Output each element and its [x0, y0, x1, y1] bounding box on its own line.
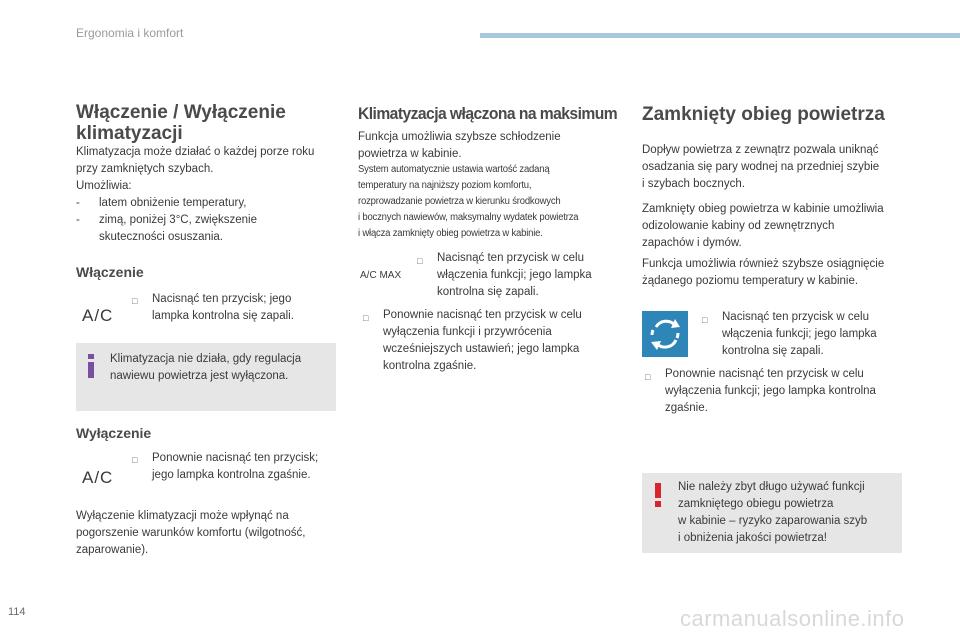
col2-intro-line: Funkcja umożliwia szybsze schłodzenie: [358, 131, 561, 143]
col2-intro: [358, 129, 618, 163]
col2-off-instruction: [383, 307, 623, 375]
recirculation-button-icon: [642, 311, 688, 357]
info-box-line: nawiewu powietrza jest wyłączona.: [110, 370, 289, 382]
col2-details-line: i bocznych nawiewów, maksymalny wydatek powietrza: [358, 212, 579, 223]
col3-title: Zamknięty obieg powietrza: [642, 104, 885, 125]
col1-footer-note: [76, 508, 346, 559]
bullet-icon: □: [417, 256, 423, 266]
col3-on-line: włączenia funkcji; jego lampka: [722, 328, 877, 340]
bullet-icon: □: [132, 296, 138, 306]
footer-note-line: Wyłączenie klimatyzacji może wpłynąć na: [76, 510, 289, 522]
section-title: Ergonomia i komfort: [76, 26, 184, 40]
col1-intro-line: przy zamkniętych szybach.: [76, 163, 214, 175]
col3-para-line: Dopływ powietrza z zewnątrz pozwala uniknąć: [642, 144, 879, 156]
col3-para2: [642, 201, 912, 252]
col3-para1: [642, 142, 912, 193]
bullet-icon: □: [645, 372, 651, 382]
col3-on-line: Nacisnąć ten przycisk w celu: [722, 311, 869, 323]
col3-para-line: i szybach bocznych.: [642, 178, 745, 190]
list-item-text: skuteczności osuszania.: [99, 231, 224, 243]
col1-intro-line: Umożliwia:: [76, 180, 132, 192]
page-number: 114: [8, 606, 26, 618]
col1-intro: [76, 144, 346, 195]
col3-off-line: zgaśnie.: [665, 402, 708, 414]
info-box-text: [110, 351, 332, 385]
col3-para-line: Funkcja umożliwia również szybsze osiągnięcie: [642, 258, 885, 270]
col1-title: [76, 102, 286, 144]
bullet-icon: □: [702, 315, 708, 325]
list-dash: -: [76, 197, 80, 209]
col1-title-line2: klimatyzacji: [76, 123, 183, 144]
col1-title-line1: Włączenie / Wyłączenie: [76, 102, 286, 123]
info-icon: [86, 354, 96, 378]
list-item-text: zimą, poniżej 3°C, zwiększenie: [99, 214, 257, 226]
col2-title: Klimatyzacja włączona na maksimum: [358, 104, 618, 123]
warning-line: i obniżenia jakości powietrza!: [678, 532, 827, 544]
col2-off-line: wcześniejszych ustawień; jego lampka: [383, 343, 580, 355]
col3-off-instruction: [665, 366, 915, 417]
col3-para-line: zapachów i dymów.: [642, 237, 742, 249]
col3-off-line: Ponownie nacisnąć ten przycisk w celu: [665, 368, 864, 380]
warning-line: Nie należy zbyt długo używać funkcji: [678, 481, 865, 493]
col3-para-line: odizolowanie kabiny od zewnętrznych: [642, 220, 835, 232]
col2-on-line: Nacisnąć ten przycisk w celu: [437, 252, 584, 264]
list-dash: -: [76, 214, 80, 226]
on-instruction: [152, 291, 342, 325]
col1-intro-line: Klimatyzacja może działać o każdej porze roku: [76, 146, 315, 158]
off-heading: Wyłączenie: [76, 425, 152, 441]
warning-icon: [654, 483, 662, 507]
col2-details-line: System automatycznie ustawia wartość zadaną: [358, 164, 550, 175]
bullet-icon: □: [132, 455, 138, 465]
ac-button-icon: A/C: [82, 306, 114, 325]
ac-button-icon: A/C: [82, 468, 114, 487]
col2-details: [358, 162, 578, 242]
col2-on-line: kontrolna się zapali.: [437, 286, 539, 298]
col3-on-line: kontrolna się zapali.: [722, 345, 824, 357]
warning-line: w kabinie – ryzyko zaparowania szyb: [678, 515, 868, 527]
header-accent-bar: [480, 33, 960, 38]
watermark: carmanualsonline.info: [680, 606, 905, 631]
warning-line: zamkniętego obiegu powietrza: [678, 498, 834, 510]
col2-details-line: rozprowadzanie powietrza w kierunku środkowych: [358, 196, 561, 207]
col2-on-instruction: [437, 250, 627, 301]
col3-para-line: osadzania się pary wodnej na przedniej szybie: [642, 161, 880, 173]
on-instruction-line: lampka kontrolna się zapali.: [152, 310, 294, 322]
col3-off-line: wyłączenia funkcji; jego lampka kontrolna: [665, 385, 876, 397]
col3-para-line: Zamknięty obieg powietrza w kabinie umożliwia: [642, 203, 884, 215]
col3-para3: [642, 256, 912, 290]
bullet-icon: □: [363, 313, 369, 323]
col3-para-line: żądanego poziomu temperatury w kabinie.: [642, 275, 859, 287]
info-box: [76, 343, 336, 411]
on-heading: Włączenie: [76, 264, 144, 280]
off-instruction: [152, 450, 342, 484]
col2-off-line: kontrolna zgaśnie.: [383, 360, 477, 372]
col2-on-line: włączenia funkcji; jego lampka: [437, 269, 592, 281]
warning-box: [642, 473, 902, 553]
footer-note-line: zaparowanie).: [76, 544, 149, 556]
warning-box-text: [678, 479, 898, 547]
col2-off-line: wyłączenia funkcji i przywrócenia: [383, 326, 552, 338]
on-instruction-line: Nacisnąć ten przycisk; jego: [152, 293, 292, 305]
col3-on-instruction: [722, 309, 912, 360]
col2-off-line: Ponownie nacisnąć ten przycisk w celu: [383, 309, 582, 321]
list-item-text: latem obniżenie temperatury,: [99, 197, 247, 209]
col2-details-line: i włącza zamknięty obieg powietrza w kabinie.: [358, 228, 543, 239]
col2-intro-line: powietrza w kabinie.: [358, 148, 462, 160]
col2-details-line: temperatury na najniższy poziom komfortu,: [358, 180, 532, 191]
ac-max-button-icon: A/C MAX: [360, 270, 402, 281]
footer-note-line: pogorszenie warunków komfortu (wilgotność,: [76, 527, 306, 539]
off-instruction-line: Ponownie nacisnąć ten przycisk;: [152, 452, 319, 464]
off-instruction-line: jego lampka kontrolna zgaśnie.: [152, 469, 311, 481]
info-box-line: Klimatyzacja nie działa, gdy regulacja: [110, 353, 302, 365]
